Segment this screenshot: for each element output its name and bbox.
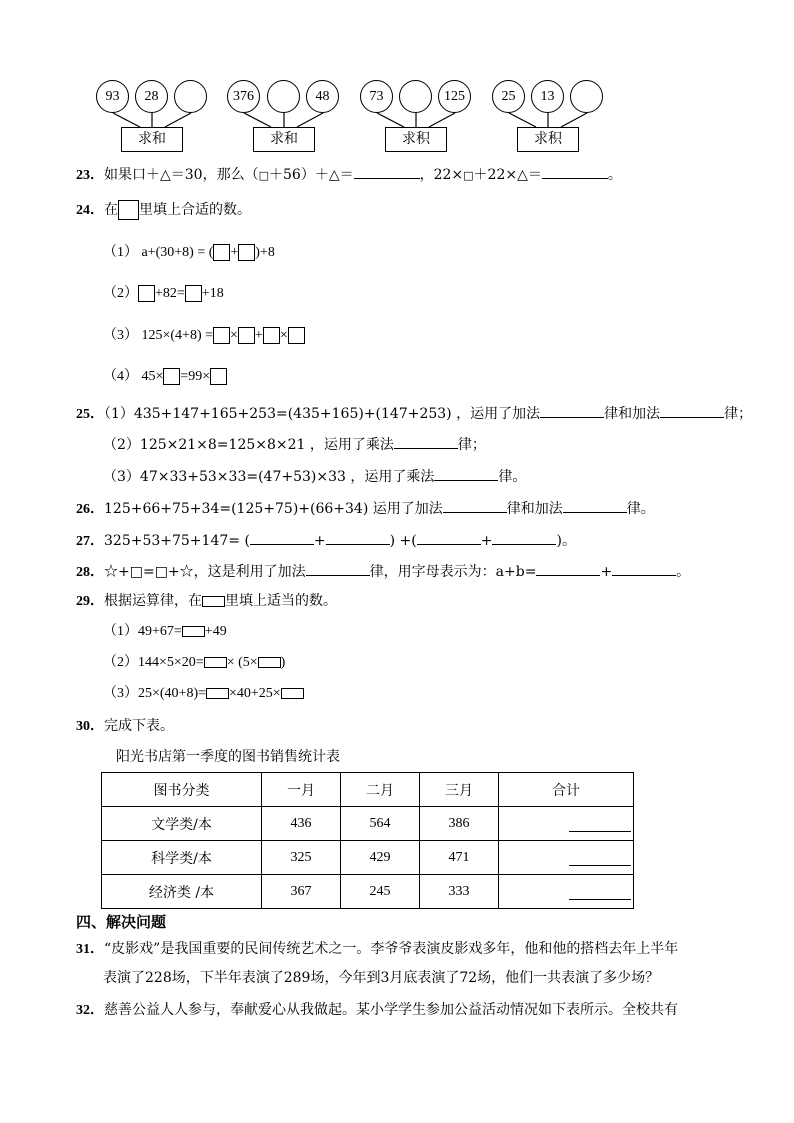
item-label: （3）	[103, 328, 138, 343]
item-text: +82=	[155, 286, 185, 301]
item-text: +49	[204, 624, 227, 639]
tree4-circle-1: 25	[492, 80, 525, 113]
answer-blank[interactable]	[354, 164, 420, 179]
tree2-circle-3: 48	[306, 80, 339, 113]
q23-text-d: ＋22×△＝	[473, 167, 542, 183]
answer-blank[interactable]	[540, 403, 604, 418]
total-cell[interactable]	[499, 841, 634, 875]
q29-item-3	[103, 684, 304, 704]
q27-text: +	[313, 533, 326, 549]
section-heading: 四、解决问题	[76, 913, 167, 931]
answer-box[interactable]	[288, 327, 305, 344]
answer-blank[interactable]	[326, 530, 390, 545]
question-23	[76, 164, 622, 186]
q28-text: +	[600, 564, 613, 580]
value-cell: 429	[341, 841, 420, 875]
item-text: （3）25×(40+8)=	[103, 686, 207, 701]
question-number: 27．	[76, 534, 104, 549]
example-box	[118, 200, 139, 220]
item-text: +18	[201, 286, 224, 301]
tree1-circle-1: 93	[96, 80, 129, 113]
question-32-line-1	[76, 1000, 678, 1021]
category-cell: 科学类/本	[102, 841, 262, 875]
q29-text: 根据运算律，在	[104, 593, 202, 609]
item-label: （2）	[103, 286, 138, 301]
tree2-circle-answer	[267, 80, 300, 113]
q25-text: （2）125×21×8=125×8×21 ，运用了乘法	[103, 437, 394, 453]
answer-blank[interactable]	[569, 817, 631, 832]
q24-text-b: 里填上合适的数。	[139, 202, 251, 218]
question-number: 30．	[76, 719, 104, 734]
q28-text: 。	[676, 564, 691, 580]
item-text: a+(30+8) = (	[141, 245, 214, 260]
answer-blank[interactable]	[612, 561, 676, 576]
question-29	[76, 591, 337, 612]
category-cell: 文学类/本	[102, 807, 262, 841]
item-text: ×40+25×	[229, 686, 281, 701]
value-cell: 245	[341, 875, 420, 909]
q23-text-b: ＋56）＋△＝	[269, 167, 354, 183]
answer-blank[interactable]	[434, 466, 498, 481]
answer-blank[interactable]	[492, 530, 556, 545]
table-row	[102, 841, 634, 875]
item-text: 45×	[141, 369, 164, 384]
q23-text-a: 如果口＋△＝30，那么（	[104, 167, 259, 183]
header-cell: 图书分类	[102, 773, 262, 807]
q24-item-4	[103, 367, 227, 387]
table-header-row	[102, 773, 634, 807]
q25-text: 律。	[498, 469, 527, 485]
item-text: （1）49+67=	[103, 624, 182, 639]
header-cell: 三月	[420, 773, 499, 807]
question-24	[76, 200, 251, 221]
value-cell: 564	[341, 807, 420, 841]
tree4-circle-answer	[570, 80, 603, 113]
q28-text: ☆+□=□+☆，这是利用了加法	[104, 564, 306, 580]
answer-blank[interactable]	[569, 885, 631, 900]
q25-text: 律和加法	[604, 406, 661, 422]
q26-text: 125+66+75+34=(125+75)+(66+34) 运用了加法	[104, 501, 443, 517]
answer-box[interactable]	[213, 327, 230, 344]
item-text: 125×(4+8) =	[141, 328, 214, 343]
q26-text: 律。	[626, 501, 655, 517]
question-number: 29．	[76, 594, 104, 609]
category-cell: 经济类 /本	[102, 875, 262, 909]
answer-box[interactable]	[185, 285, 202, 302]
q24-item-1	[103, 243, 275, 263]
question-31-line-1	[76, 939, 678, 960]
q24-item-2	[103, 284, 224, 304]
q25-text: 律；	[724, 406, 753, 422]
total-cell[interactable]	[499, 807, 634, 841]
example-rect	[202, 596, 225, 607]
header-cell: 合计	[499, 773, 634, 807]
total-cell[interactable]	[499, 875, 634, 909]
question-28	[76, 561, 690, 583]
value-cell: 367	[262, 875, 341, 909]
item-text: × (5×	[226, 655, 258, 670]
item-text: ×	[230, 328, 238, 343]
value-cell: 386	[420, 807, 499, 841]
small-box-symbol: □	[463, 169, 474, 182]
tree1-operation-box: 求和	[121, 127, 183, 152]
answer-box[interactable]	[238, 244, 255, 261]
tree4-circle-2: 13	[531, 80, 564, 113]
value-cell: 436	[262, 807, 341, 841]
question-27	[76, 530, 576, 552]
q29-item-1	[103, 622, 227, 642]
q26-text: 律和加法	[506, 501, 563, 517]
q29-text: 里填上适当的数。	[225, 593, 337, 609]
question-25-line-3	[103, 466, 526, 487]
tree2-operation-box: 求和	[253, 127, 315, 152]
tree3-circle-3: 125	[438, 80, 471, 113]
question-number: 26．	[76, 502, 104, 517]
value-cell: 325	[262, 841, 341, 875]
answer-blank[interactable]	[563, 498, 627, 513]
q25-text: （1）435+147+165+253=(435+165)+(147+253) ，运用了加法	[104, 406, 541, 422]
answer-box[interactable]	[138, 285, 155, 302]
q25-text: 律；	[457, 437, 486, 453]
q25-text: （3）47×33+53×33=(47+53)×33 ，运用了乘法	[103, 469, 435, 485]
tree1-circle-answer	[174, 80, 207, 113]
item-text: )+8	[255, 245, 275, 260]
q27-text: +	[480, 533, 493, 549]
question-number: 32．	[76, 1003, 104, 1018]
answer-blank[interactable]	[569, 851, 631, 866]
q30-text: 完成下表。	[104, 718, 174, 734]
table-row	[102, 807, 634, 841]
question-number: 28．	[76, 565, 104, 580]
sales-table	[101, 772, 634, 909]
answer-box[interactable]	[163, 368, 180, 385]
answer-box[interactable]	[213, 244, 230, 261]
tree3-operation-box: 求积	[385, 127, 447, 152]
value-cell: 333	[420, 875, 499, 909]
item-text: ×	[279, 328, 288, 343]
tree1-circle-2: 28	[135, 80, 168, 113]
item-label: （4）	[103, 369, 138, 384]
q23-text-e: 。	[607, 167, 622, 183]
answer-box[interactable]	[238, 327, 255, 344]
item-text: +	[230, 245, 239, 260]
header-cell: 二月	[341, 773, 420, 807]
q31-text: “皮影戏”是我国重要的民间传统艺术之一。李爷爷表演皮影戏多年，他和他的搭档去年上半年	[104, 941, 679, 957]
answer-rect[interactable]	[204, 657, 227, 668]
value-cell: 471	[420, 841, 499, 875]
answer-rect[interactable]	[258, 657, 281, 668]
answer-blank[interactable]	[660, 403, 724, 418]
item-label: （1）	[103, 245, 138, 260]
q23-text-c: ，22×	[419, 167, 464, 183]
q27-text: )。	[556, 533, 576, 549]
answer-box[interactable]	[210, 368, 227, 385]
answer-blank[interactable]	[536, 561, 600, 576]
tree3-circle-answer	[399, 80, 432, 113]
tree2-circle-1: 376	[227, 80, 260, 113]
item-text: （2）144×5×20=	[103, 655, 204, 670]
answer-box[interactable]	[263, 327, 280, 344]
question-26	[76, 498, 655, 520]
answer-blank[interactable]	[250, 530, 314, 545]
question-number: 23．	[76, 168, 104, 183]
answer-blank[interactable]	[417, 530, 481, 545]
question-31-line-2: 表演了228场，下半年表演了289场，今年到3月底表演了72场，他们一共表演了多少场？	[103, 970, 660, 986]
question-30	[76, 716, 174, 737]
question-number: 31．	[76, 942, 104, 957]
answer-rect[interactable]	[206, 688, 229, 699]
tree3-circle-1: 73	[360, 80, 393, 113]
q24-item-3	[103, 326, 305, 346]
q24-text-a: 在	[104, 202, 118, 218]
answer-blank[interactable]	[443, 498, 507, 513]
answer-blank[interactable]	[306, 561, 370, 576]
question-25-line-1	[76, 403, 752, 425]
item-text: =99×	[180, 369, 211, 384]
item-text: )	[280, 655, 286, 670]
header-cell: 一月	[262, 773, 341, 807]
question-number: 24．	[76, 203, 104, 218]
q28-text: 律，用字母表示为：a+b=	[369, 564, 537, 580]
small-box-symbol: □	[258, 169, 269, 182]
table-caption: 阳光书店第一季度的图书销售统计表	[116, 749, 340, 765]
q27-text: ) +(	[389, 533, 417, 549]
answer-blank[interactable]	[542, 164, 608, 179]
q29-item-2	[103, 653, 285, 673]
answer-blank[interactable]	[394, 434, 458, 449]
question-number: 25．	[76, 407, 104, 422]
question-25-line-2	[103, 434, 486, 455]
answer-rect[interactable]	[182, 626, 205, 637]
table-row	[102, 875, 634, 909]
answer-rect[interactable]	[281, 688, 304, 699]
tree4-operation-box: 求积	[517, 127, 579, 152]
item-text: +	[254, 328, 263, 343]
q32-text: 慈善公益人人参与，奉献爱心从我做起。某小学学生参加公益活动情况如下表所示。全校共有	[104, 1002, 678, 1018]
q27-text: 325+53+75+147= (	[104, 533, 250, 549]
